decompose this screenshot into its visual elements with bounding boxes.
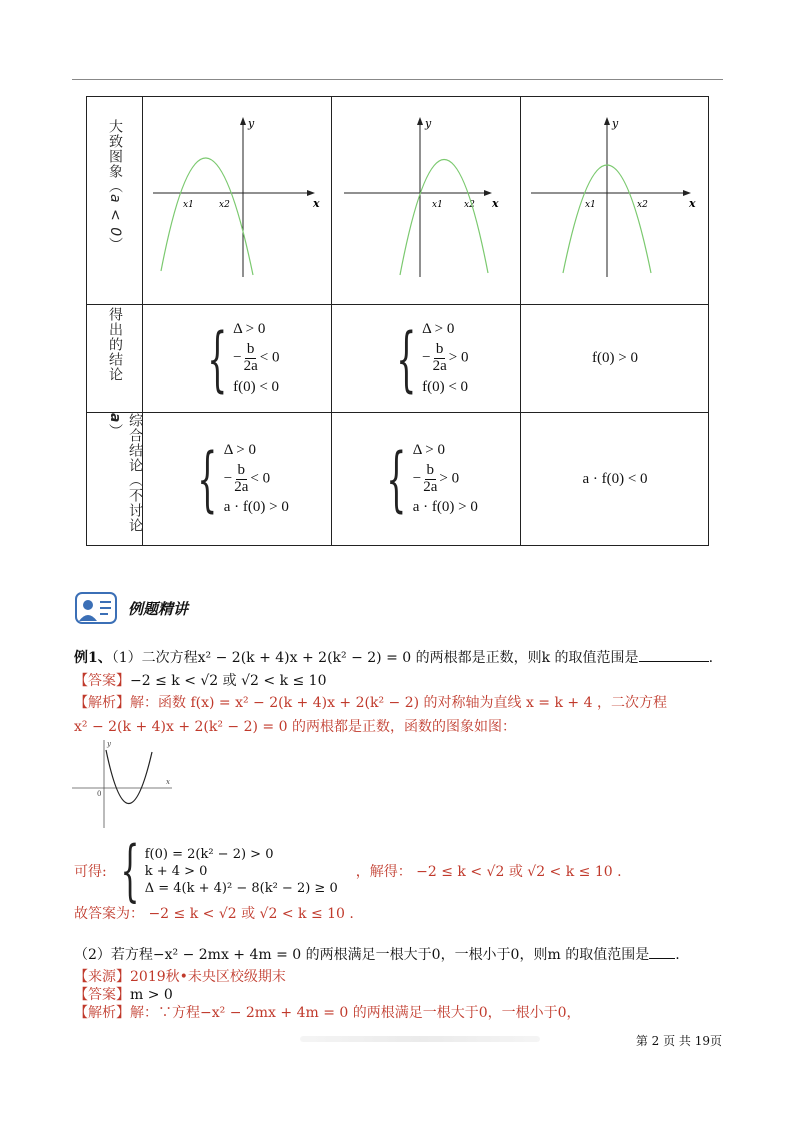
row-label-conclusion: 得出的结论 xyxy=(107,307,123,382)
root-x1-label: x1 xyxy=(432,200,443,210)
y-axis-label: y xyxy=(107,740,111,748)
analysis-2: 【解析】解：∵方程−x² − 2mx + 4m = 0 的两根满足一根大于0，一根小于0， xyxy=(74,1005,581,1021)
y-axis-label: y xyxy=(425,117,432,130)
combined-col2: { Δ > 0 − $\frac{b}{2a}$ > 0 a · f(0) > 0 xyxy=(386,438,478,520)
x-axis-label: x xyxy=(492,197,499,210)
combined-col1: { Δ > 0 − $\frac{b}{2a}$ < 0 a · f(0) > 0 xyxy=(197,438,289,520)
watermark-smudge xyxy=(300,1036,540,1042)
x-axis-label: x xyxy=(313,197,320,210)
root-x1-label: x1 xyxy=(585,200,596,210)
root-x2-label: x2 xyxy=(637,200,648,210)
analysis-1-line-a: 【解析】解：函数 f(x) = x² − 2(k + 4)x + 2(k² − 2) 的对称轴为直线 x = k + 4 ，二次方程 xyxy=(74,695,667,711)
parabola-graph-both-roots-left xyxy=(143,97,331,304)
analysis-1-line-b: x² − 2(k + 4)x + 2(k² − 2) = 0 的两根都是正数，函数的图象如图： xyxy=(74,719,516,735)
origin-label: 0 xyxy=(97,790,102,798)
root-x1-label: x1 xyxy=(183,200,194,210)
combined-col3: a · f(0) < 0 xyxy=(582,470,648,487)
source-2: 【来源】2019秋•未央区校级期末 xyxy=(74,969,286,985)
final-answer-1: 故答案为： −2 ≤ k < √2 或 √2 < k ≤ 10 . xyxy=(74,906,354,922)
y-axis-label: y xyxy=(612,117,619,130)
parabola-curve xyxy=(161,158,253,275)
answer-2: 【答案】m > 0 xyxy=(74,987,173,1003)
row-label-combined: 综合结论（不讨论a） xyxy=(107,413,143,533)
example-section-icon xyxy=(74,591,118,627)
parabola-graph-both-roots-right xyxy=(332,97,520,304)
upward-parabola-graph xyxy=(70,736,180,832)
root-x2-label: x2 xyxy=(219,200,230,210)
x-axis-label: x xyxy=(689,197,696,210)
parabola-curve xyxy=(106,750,152,804)
system-solution: 可得: { f(0) = 2(k² − 2) > 0 k + 4 > 0 Δ = 4(k + 4)² − 8(k² − 2) ≥ 0 ，解得： −2 ≤ k < √2 或 √2 < k ≤ 10 . xyxy=(74,832,622,909)
answer-1: 【答案】−2 ≤ k < √2 或 √2 < k ≤ 10 xyxy=(74,673,327,689)
quadratic-roots-table xyxy=(86,96,709,546)
conclusion-col2: { Δ > 0 − $\frac{b}{2a}$ > 0 f(0) < 0 xyxy=(395,317,469,400)
section-title: 例题精讲 xyxy=(128,600,189,618)
x-axis-label: x xyxy=(166,778,170,786)
y-axis-label: y xyxy=(248,117,255,130)
parabola-curve xyxy=(400,159,488,275)
header-rule xyxy=(72,79,723,80)
page-footer: 第 2 页 共 19页 xyxy=(635,1034,722,1048)
question-1: 例1、（1）二次方程x² − 2(k + 4)x + 2(k² − 2) = 0 的两根都是正数，则k 的取值范围是 . xyxy=(74,650,714,666)
question-2: （2）若方程−x² − 2mx + 4m = 0 的两根满足一根大于0，一根小于0，则m 的取值范围是 . xyxy=(74,947,680,963)
parabola-graph-roots-opposite xyxy=(521,97,709,304)
root-x2-label: x2 xyxy=(464,200,475,210)
conclusion-col1: { Δ > 0 − $\frac{b}{2a}$ < 0 f(0) < 0 xyxy=(206,317,280,400)
row-label-graph: 大致图象（a < 0） xyxy=(107,119,123,253)
conclusion-col3: f(0) > 0 xyxy=(592,350,638,366)
